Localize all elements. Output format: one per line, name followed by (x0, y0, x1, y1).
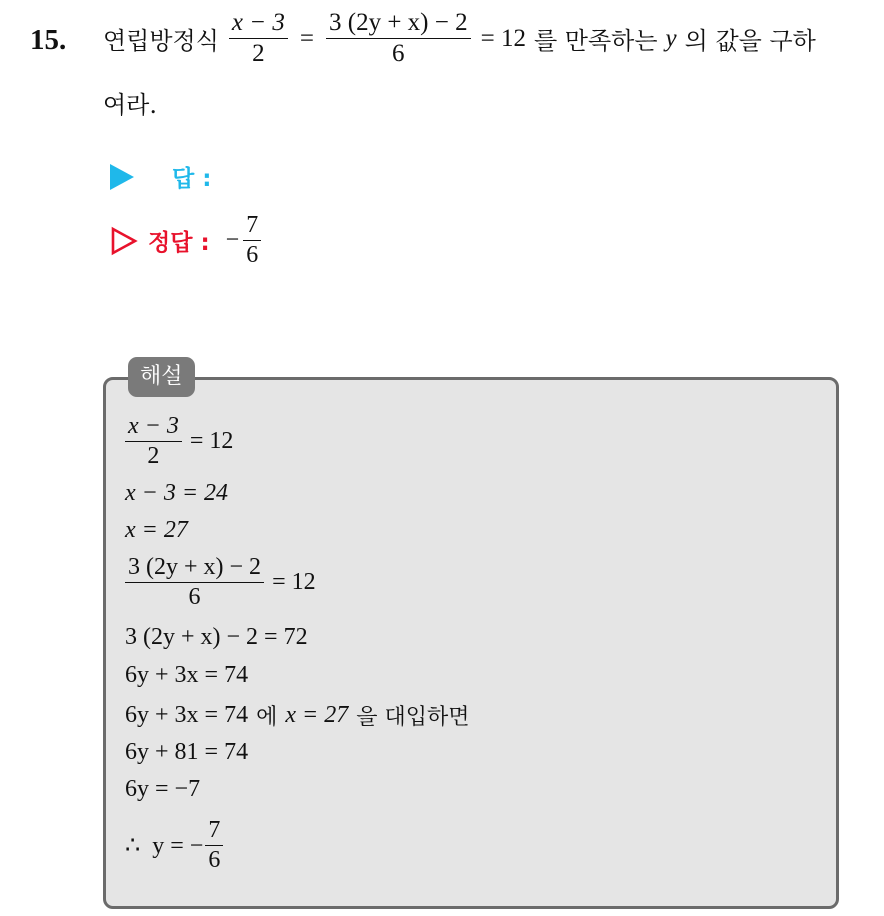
step-4-denominator: 6 (188, 584, 201, 611)
correct-answer-label: 정답 : (148, 230, 210, 257)
question-fraction-1 (229, 10, 288, 68)
step-1-fraction (125, 414, 182, 469)
step-4-rhs: = 12 (272, 569, 316, 596)
question-prefix: 연립방정식 (103, 27, 219, 56)
step-10-denominator: 6 (208, 847, 221, 874)
explanation-step-8: 6y + 81 = 74 (125, 739, 249, 765)
fraction-1-denominator: 2 (252, 40, 265, 68)
explanation-step-10 (125, 818, 227, 873)
equals-sign: = (299, 24, 314, 52)
step-4-fraction (125, 555, 264, 610)
answer-row (110, 160, 211, 193)
step-7-substitution: x = 27 (285, 702, 349, 728)
explanation-step-6: 6y + 3x = 74 (125, 662, 249, 688)
fraction-1-numerator: x − 3 (229, 10, 288, 39)
explanation-step-4 (125, 555, 316, 610)
step-1-rhs: = 12 (189, 428, 234, 455)
question-variable: y (665, 24, 677, 52)
question-suffix-b: 의 값을 구하 (684, 27, 816, 56)
fraction-2-denominator: 6 (392, 40, 405, 68)
correct-answer-value (226, 213, 266, 268)
minus-sign: − (225, 227, 240, 254)
correct-answer-row (110, 213, 265, 268)
question-number: 15. (30, 24, 67, 56)
play-arrow-icon (110, 164, 134, 190)
question-text (103, 10, 816, 68)
correct-numerator: 7 (243, 213, 261, 241)
step-7-text: 을 대입하면 (356, 705, 470, 730)
outline-arrow-icon (110, 226, 138, 256)
explanation-step-7 (125, 700, 477, 731)
step-10-text: ∴ y = − (125, 833, 204, 860)
correct-denominator: 6 (246, 242, 259, 269)
question-text-line2: 여라. (103, 91, 157, 119)
explanation-step-9: 6y = −7 (125, 776, 201, 802)
explanation-step-5: 3 (2y + x) − 2 = 72 (125, 624, 308, 650)
question-rhs: = 12 (480, 24, 526, 52)
step-7-particle: 에 (256, 705, 278, 730)
correct-answer-fraction (243, 213, 261, 268)
explanation-step-1 (125, 414, 233, 469)
explanation-tab: 해설 (128, 357, 195, 397)
step-10-numerator: 7 (205, 818, 223, 846)
step-10-fraction (205, 818, 223, 873)
fraction-2-numerator: 3 (2y + x) − 2 (326, 10, 471, 39)
step-4-numerator: 3 (2y + x) − 2 (125, 555, 264, 583)
question-suffix-a: 를 만족하는 (533, 27, 658, 56)
step-1-denominator: 2 (147, 443, 160, 470)
step-1-numerator: x − 3 (125, 414, 182, 442)
answer-label: 답 : (172, 166, 212, 192)
explanation-step-2: x − 3 = 24 (125, 480, 229, 506)
step-7-equation: 6y + 3x = 74 (125, 702, 249, 728)
explanation-step-3: x = 27 (125, 517, 188, 543)
question-fraction-2 (326, 10, 471, 68)
